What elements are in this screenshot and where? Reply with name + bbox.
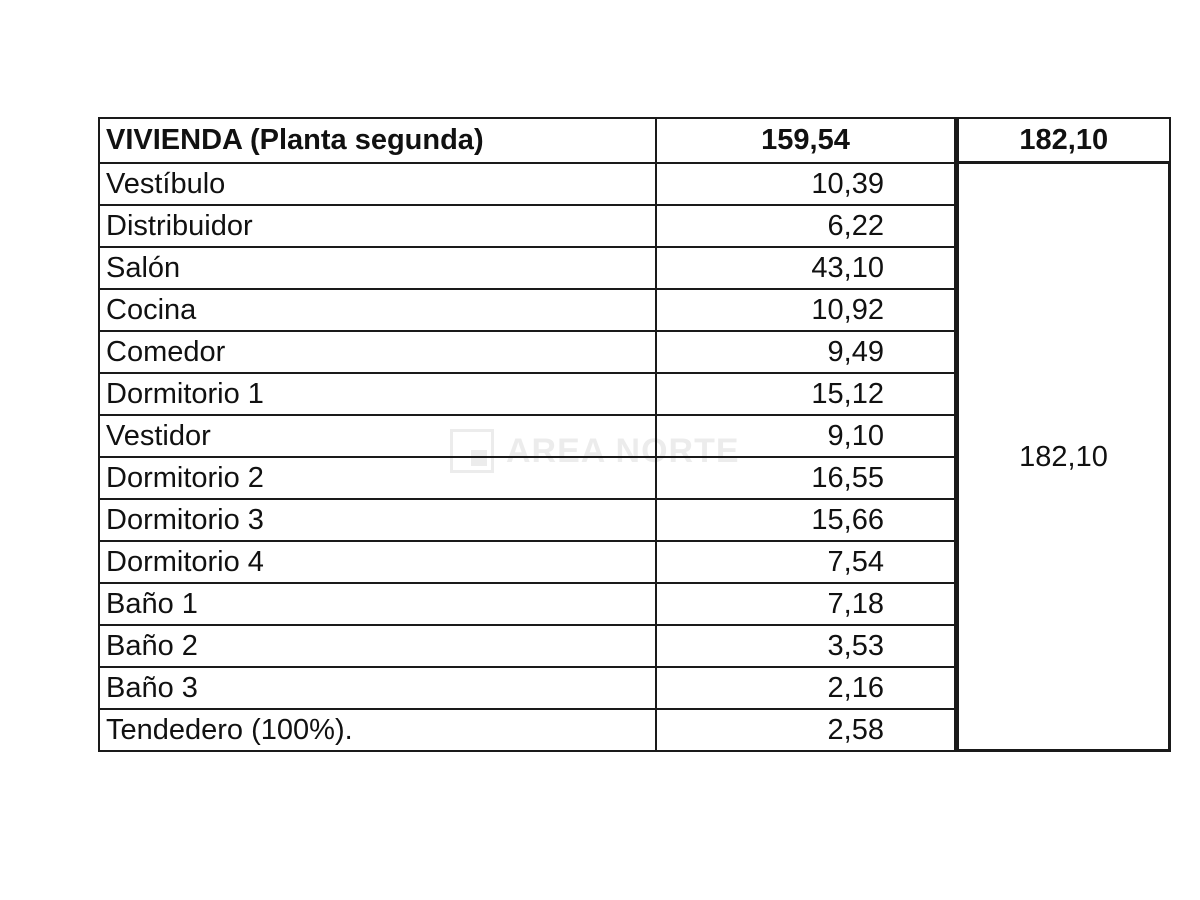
header-value: 159,54: [656, 118, 955, 163]
room-area: 43,10: [656, 247, 955, 289]
room-name: Cocina: [99, 289, 656, 331]
room-area: 7,54: [656, 541, 955, 583]
merged-total: 182,10: [958, 163, 1170, 751]
column-gap: [955, 499, 958, 541]
column-gap: [955, 583, 958, 625]
column-gap: [955, 667, 958, 709]
column-gap: [955, 415, 958, 457]
column-gap: [955, 331, 958, 373]
column-gap: [955, 457, 958, 499]
room-name: Baño 1: [99, 583, 656, 625]
room-name: Vestíbulo: [99, 163, 656, 205]
room-area: 6,22: [656, 205, 955, 247]
room-area: 9,10: [656, 415, 955, 457]
room-name: Baño 3: [99, 667, 656, 709]
room-area: 9,49: [656, 331, 955, 373]
room-area: 3,53: [656, 625, 955, 667]
room-name: Baño 2: [99, 625, 656, 667]
room-name: Vestidor: [99, 415, 656, 457]
table-header-row: [99, 118, 1170, 163]
column-gap: [955, 247, 958, 289]
room-name: Tendedero (100%).: [99, 709, 656, 751]
room-area: 10,92: [656, 289, 955, 331]
room-area: 2,16: [656, 667, 955, 709]
room-area: 16,55: [656, 457, 955, 499]
room-area: 2,58: [656, 709, 955, 751]
room-name: Comedor: [99, 331, 656, 373]
surface-table: [98, 117, 1171, 752]
room-name: Distribuidor: [99, 205, 656, 247]
room-area: 15,12: [656, 373, 955, 415]
room-name: Dormitorio 4: [99, 541, 656, 583]
watermark-text: AREA NORTE: [506, 431, 740, 470]
room-name: Dormitorio 2: [99, 457, 656, 499]
room-area: 7,18: [656, 583, 955, 625]
column-gap: [955, 205, 958, 247]
header-label: VIVIENDA (Planta segunda): [99, 118, 656, 163]
room-name: Salón: [99, 247, 656, 289]
column-gap: [955, 541, 958, 583]
header-total: 182,10: [958, 118, 1170, 163]
room-area: 10,39: [656, 163, 955, 205]
room-area: 15,66: [656, 499, 955, 541]
table-row: [99, 163, 1170, 205]
column-gap: [955, 625, 958, 667]
room-name: Dormitorio 1: [99, 373, 656, 415]
column-gap: [955, 289, 958, 331]
column-gap: [955, 709, 958, 751]
room-name: Dormitorio 3: [99, 499, 656, 541]
column-gap: [955, 373, 958, 415]
